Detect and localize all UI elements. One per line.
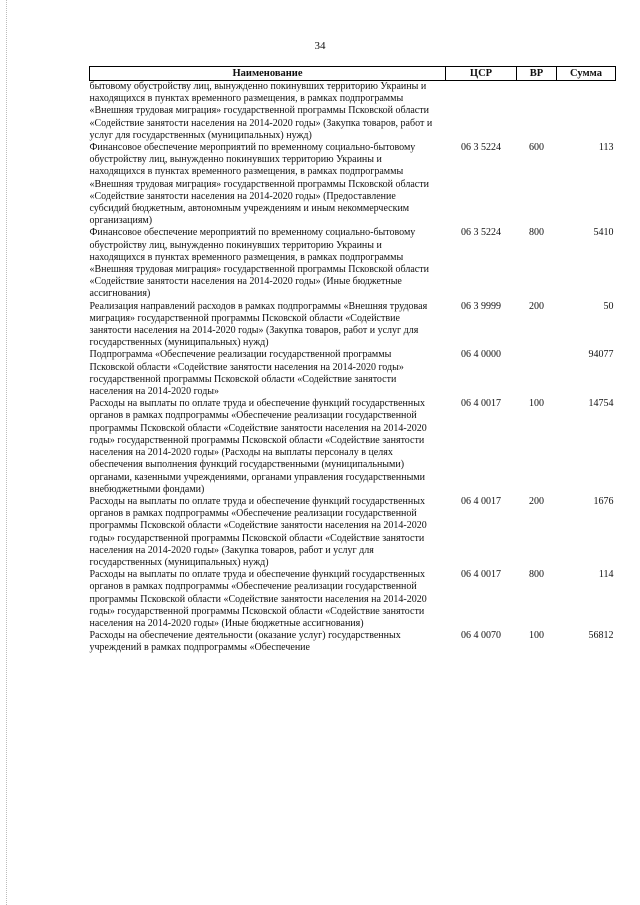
- table-row: [90, 630, 616, 654]
- row-vr: 800: [529, 227, 544, 239]
- table-row: [90, 142, 616, 227]
- row-name: Расходы на выплаты по оплате труда и обеспечение функций государственных органов в рамках подпрограммы «Обеспечение реализации государственной программы Псковской области «Содействие занятости населения на 2014-2020 годы» государственной программы Псковской области «Содействие занятости населения на 2014-2020 годы» (Расходы на выплаты персоналу в целях обеспечения выполнения функций государственными (муниципальными) органами, казенными учреждениями, органами управления государственными внебюджетными фондами): [89, 398, 427, 495]
- header-name: Наименование: [90, 67, 446, 81]
- row-vr: 200: [529, 495, 544, 507]
- row-sum: 5410: [593, 227, 614, 239]
- row-sum: 114: [598, 569, 614, 581]
- row-csr: 06 4 0000: [461, 349, 501, 361]
- row-vr: 600: [529, 142, 544, 154]
- table-row: [90, 81, 616, 143]
- row-sum: 50: [603, 300, 614, 312]
- row-name: Реализация направлений расходов в рамках подпрограммы «Внешняя трудовая миграция» государственной программы Псковской области «Содействие занятости населения на 2014-2020 годы» (Закупка товаров, работ и услуг для государственных (муниципальных) нужд): [89, 300, 428, 349]
- table-row: [90, 349, 616, 398]
- row-csr: [446, 81, 517, 143]
- row-csr: 06 4 0070: [461, 630, 501, 642]
- table-row: [90, 496, 616, 569]
- row-sum: 113: [598, 142, 614, 154]
- row-csr: 06 3 5224: [461, 142, 501, 154]
- row-vr: [517, 349, 557, 398]
- row-sum: 1676: [593, 495, 614, 507]
- row-sum: [557, 81, 616, 143]
- page-number: 34: [314, 40, 326, 52]
- row-vr: [517, 81, 557, 143]
- table-header-row: [90, 67, 616, 81]
- row-name: Расходы на обеспечение деятельности (оказание услуг) государственных учреждений в рамках подпрограммы «Обеспечение: [89, 630, 401, 654]
- row-name: бытовому обустройству лиц, вынужденно покинувших территорию Украины и находящихся в пунктах временного размещения, в рамках подпрограммы «Внешняя трудовая миграция» государственной программы Псковской области «Содействие занятости населения на 2014-2020 годы» (Закупка товаров, работ и услуг для государственных (муниципальных) нужд): [89, 81, 433, 141]
- header-sum: Сумма: [557, 67, 616, 81]
- row-name: Расходы на выплаты по оплате труда и обеспечение функций государственных органов в рамках подпрограммы «Обеспечение реализации государственной программы Псковской области «Содействие занятости населения на 2014-2020 годы» государственной программы Псковской области «Содействие занятости населения на 2014-2020 годы» (Закупка товаров, работ и услуг для государственных (муниципальных) нужд): [89, 495, 427, 568]
- row-name: Подпрограмма «Обеспечение реализации государственной программы Псковской области «Содействие занятости населения на 2014-2020 годы» государственной программы Псковской области «Содействие занятости населения на 2014-2020 годы»: [89, 349, 404, 398]
- row-vr: 100: [529, 398, 544, 410]
- row-csr: 06 4 0017: [461, 495, 501, 507]
- table-row: [90, 227, 616, 300]
- row-name: Расходы на выплаты по оплате труда и обеспечение функций государственных органов в рамках подпрограммы «Обеспечение реализации государственной программы Псковской области «Содействие занятости населения на 2014-2020 годы» государственной программы Псковской области «Содействие занятости населения на 2014-2020 годы» (Иные бюджетные ассигнования): [89, 569, 427, 629]
- table-row: [90, 398, 616, 496]
- row-sum: 94077: [588, 349, 614, 361]
- row-vr: 800: [529, 569, 544, 581]
- row-vr: 100: [529, 630, 544, 642]
- page-edge-mark: [6, 0, 7, 905]
- row-sum: 56812: [588, 630, 614, 642]
- table-row: [90, 569, 616, 630]
- header-vr: ВР: [517, 67, 557, 81]
- row-vr: 200: [529, 300, 544, 312]
- row-name: Финансовое обеспечение мероприятий по временному социально-бытовому обустройству лиц, вынужденно покинувших территорию Украины и находящихся в пунктах временного размещения, в рамках подпрограммы «Внешняя трудовая миграция» государственной программы Псковской области «Содействие занятости населения на 2014-2020 годы» (Иные бюджетные ассигнования): [89, 227, 429, 300]
- budget-table: [89, 66, 616, 655]
- row-sum: 14754: [588, 398, 614, 410]
- row-name: Финансовое обеспечение мероприятий по временному социально-бытовому обустройству лиц, вынужденно покинувших территорию Украины и находящихся в пунктах временного размещения, в рамках подпрограммы «Внешняя трудовая миграция» государственной программы Псковской области «Содействие занятости населения на 2014-2020 годы» (Предоставление субсидий бюджетным, автономным учреждениям и иным некоммерческим организациям): [89, 142, 429, 227]
- table-row: [90, 301, 616, 350]
- header-csr: ЦСР: [446, 67, 517, 81]
- row-csr: 06 4 0017: [461, 398, 501, 410]
- row-csr: 06 3 9999: [461, 300, 501, 312]
- row-csr: 06 3 5224: [461, 227, 501, 239]
- row-csr: 06 4 0017: [461, 569, 501, 581]
